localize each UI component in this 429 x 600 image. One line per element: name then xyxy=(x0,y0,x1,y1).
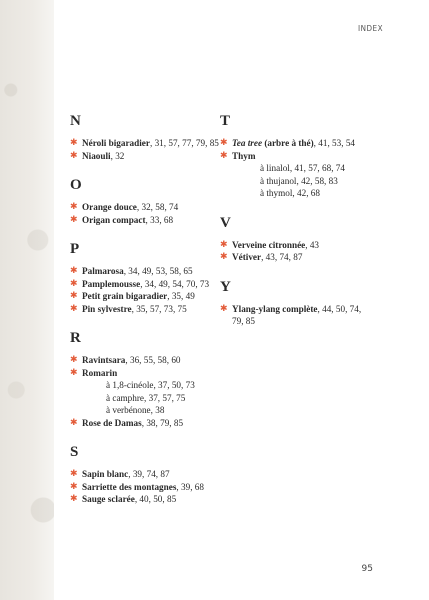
index-entry: ✱ Sapin blanc, 39, 74, 87 xyxy=(70,469,170,479)
index-entry: ✱ Romarin xyxy=(70,367,118,378)
index-section-v xyxy=(220,214,370,264)
index-subentry: à camphre, 37, 57, 75 xyxy=(106,392,186,403)
star-icon: ✱ xyxy=(70,367,78,378)
star-icon: ✱ xyxy=(70,266,78,276)
index-column-left xyxy=(70,112,220,520)
index-entry: ✱ Néroli bigaradier, 31, 57, 77, 79, 85 xyxy=(70,138,219,148)
section-letter: R xyxy=(70,330,81,346)
section-letter: P xyxy=(70,241,80,257)
index-section-y xyxy=(220,278,370,328)
index-entry: ✱ Sarriette des montagnes, 39, 68 xyxy=(70,481,204,492)
star-icon: ✱ xyxy=(70,481,78,492)
index-entry: ✱ Origan compact, 33, 68 xyxy=(70,214,174,225)
star-icon: ✱ xyxy=(70,469,78,479)
index-entry: ✱ Tea tree (arbre à thé), 41, 53, 54 xyxy=(220,138,355,148)
index-section-r xyxy=(70,329,220,429)
index-entry: ✱ Ylang-ylang complète, 44, 50, 74, 79, 85 xyxy=(220,303,362,326)
page-number: 95 xyxy=(361,564,373,574)
index-entry: ✱ Palmarosa, 34, 49, 53, 58, 65 xyxy=(70,266,193,276)
star-icon: ✱ xyxy=(220,303,228,314)
running-head: INDEX xyxy=(357,24,383,33)
star-icon: ✱ xyxy=(70,278,78,289)
index-entry: ✱ Thym xyxy=(220,150,256,161)
star-icon: ✱ xyxy=(70,150,78,161)
star-icon: ✱ xyxy=(70,291,78,301)
star-icon: ✱ xyxy=(70,214,78,225)
index-section-p xyxy=(70,240,220,315)
marble-texture-strip xyxy=(0,0,54,600)
index-entry: ✱ Verveine citronnée, 43 xyxy=(220,239,320,250)
index-column-right xyxy=(220,112,370,342)
index-entry: ✱ Rose de Damas, 38, 79, 85 xyxy=(70,417,184,428)
section-letter: O xyxy=(70,177,82,193)
index-section-o xyxy=(70,176,220,226)
star-icon: ✱ xyxy=(70,138,78,148)
index-section-n xyxy=(70,112,220,162)
section-letter: Y xyxy=(220,278,231,295)
index-entry: ✱ Sauge sclarée, 40, 50, 85 xyxy=(70,494,177,504)
index-section-s xyxy=(70,443,220,506)
index-entry: ✱ Ravintsara, 36, 55, 58, 60 xyxy=(70,355,181,365)
star-icon: ✱ xyxy=(220,239,228,250)
star-icon: ✱ xyxy=(220,150,228,161)
section-letter: N xyxy=(70,113,81,129)
section-letter: S xyxy=(70,444,79,460)
index-subentry: à thymol, 42, 68 xyxy=(260,188,320,198)
index-section-t xyxy=(220,112,370,200)
star-icon: ✱ xyxy=(220,252,228,262)
index-entry: ✱ Pamplemousse, 34, 49, 54, 70, 73 xyxy=(70,278,210,289)
index-entry: ✱ Vétiver, 43, 74, 87 xyxy=(220,252,303,262)
index-entry: ✱ Petit grain bigaradier, 35, 49 xyxy=(70,291,195,301)
star-icon: ✱ xyxy=(70,417,78,428)
star-icon: ✱ xyxy=(220,138,228,148)
star-icon: ✱ xyxy=(70,202,78,212)
index-entry: ✱ Pin sylvestre, 35, 57, 73, 75 xyxy=(70,303,187,314)
star-icon: ✱ xyxy=(70,494,78,504)
index-subentry: à verbénone, 38 xyxy=(106,405,165,415)
section-letter: T xyxy=(220,113,231,129)
index-subentry: à linalol, 41, 57, 68, 74 xyxy=(260,163,345,173)
index-subentry: à thujanol, 42, 58, 83 xyxy=(260,175,338,186)
section-letter: V xyxy=(220,214,231,231)
index-entry: ✱ Niaouli, 32 xyxy=(70,150,125,161)
star-icon: ✱ xyxy=(70,303,78,314)
star-icon: ✱ xyxy=(70,355,78,365)
index-subentry: à 1,8-cinéole, 37, 50, 73 xyxy=(106,380,195,390)
index-entry: ✱ Orange douce, 32, 58, 74 xyxy=(70,202,179,212)
